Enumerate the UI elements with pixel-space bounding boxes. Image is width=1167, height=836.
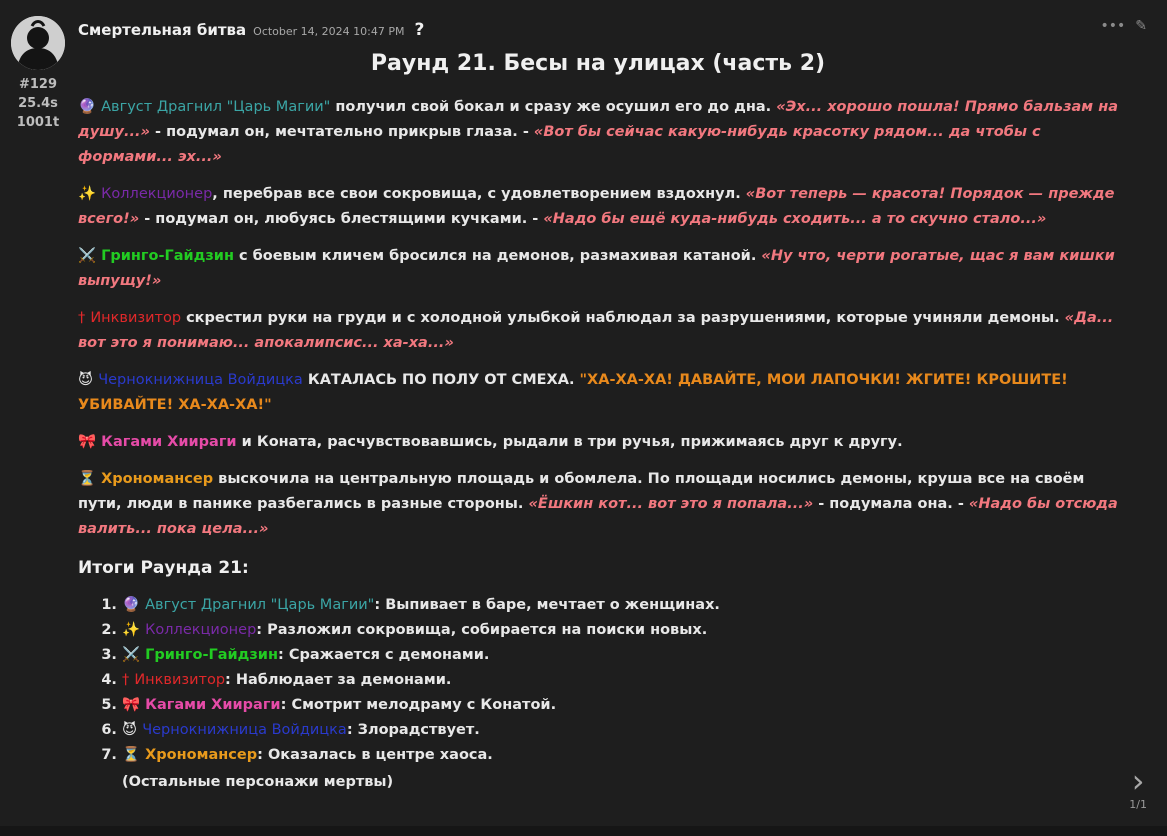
- hourglass-icon: ⏳: [78, 471, 97, 487]
- narration-text: - подумала она. -: [813, 496, 969, 512]
- summary-text: : Выпивает в баре, мечтает о женщинах.: [374, 597, 720, 613]
- post-token-stat: 1001t: [16, 115, 60, 130]
- summary-text: : Наблюдает за демонами.: [225, 672, 452, 688]
- shout-quote: "ХА-ХА-ХА! ДАВАЙТЕ, МОИ ЛАПОЧКИ! ЖГИТЕ! КРОШИТЕ! УБИВАЙТЕ! ХА-ХА-ХА!": [78, 372, 1068, 413]
- crossed-swords-icon: ⚔️: [122, 647, 141, 663]
- narration-text: и Коната, расчувствовавшись, рыдали в три ручья, прижимаясь друг к другу.: [236, 434, 903, 450]
- story-paragraph: [78, 430, 1118, 455]
- story-paragraph: [78, 467, 1118, 542]
- narration-text: КАТАЛАСЬ ПО ПОЛУ ОТ СМЕХА.: [302, 372, 580, 388]
- summary-note: (Остальные персонажи мертвы): [122, 774, 394, 790]
- post-title: Раунд 21. Бесы на улицах (часть 2): [370, 51, 826, 76]
- character-name: Кагами Хиираги: [145, 697, 281, 713]
- dagger-icon: †: [78, 310, 86, 326]
- dagger-icon: †: [122, 672, 130, 688]
- post-actions: [1100, 18, 1147, 34]
- story-paragraph: [78, 182, 1118, 232]
- narration-text: , перебрав все свои сокровища, с удовлетворением вздохнул.: [212, 186, 746, 202]
- thought-quote: «Вот теперь — красота! Порядок — прежде всего!»: [78, 186, 1115, 227]
- character-name: Гринго-Гайдзин: [101, 248, 234, 264]
- pager: [1129, 764, 1147, 811]
- narration-text: выскочила на центральную площадь и обомлела. По площади носились демоны, круша все на своём пути, люди в панике разбегались в разные стороны.: [78, 471, 1085, 512]
- sparkles-icon: ✨: [78, 186, 97, 202]
- character-name: Чернокнижница Войдицка: [98, 372, 303, 388]
- list-item: [122, 668, 1118, 693]
- post-number: #129: [18, 77, 58, 92]
- narration-text: с боевым кличем бросился на демонов, размахивая катаной.: [233, 248, 762, 264]
- thought-quote: «Ну что, черти рогатые, щас я вам кишки выпущу!»: [78, 248, 1115, 289]
- character-name: Хрономансер: [145, 747, 258, 763]
- thought-quote: «Надо бы отсюда валить... пока цела...»: [78, 496, 1118, 537]
- character-name: Август Драгнил "Царь Магии": [101, 99, 331, 115]
- list-item: [122, 618, 1118, 643]
- devil-icon: 😈: [78, 372, 94, 388]
- list-item: [122, 718, 1118, 743]
- chevron-right-icon[interactable]: ›: [1131, 762, 1145, 800]
- post-time-stat: 25.4s: [18, 96, 58, 111]
- avatar[interactable]: [11, 16, 65, 70]
- thought-quote: «Да... вот это я понимаю... апокалипсис... ха-ха...»: [78, 310, 1114, 351]
- more-options-icon[interactable]: •••: [1100, 18, 1126, 34]
- summary-text: : Сражается с демонами.: [277, 647, 490, 663]
- summary-heading: Итоги Раунда 21:: [78, 558, 249, 578]
- narration-text: - подумал он, любуясь блестящими кучками. -: [139, 211, 544, 227]
- thought-quote: «Надо бы ещё куда-нибудь сходить... а то скучно стало...»: [543, 211, 1047, 227]
- post-header: [78, 20, 424, 42]
- summary-text: : Злорадствует.: [346, 722, 480, 738]
- summary-text: : Разложил сокровища, собирается на поиски новых.: [256, 622, 708, 638]
- thought-quote: «Ёшкин кот... вот это я попала...»: [528, 496, 814, 512]
- help-icon[interactable]: ?: [414, 20, 425, 40]
- thought-quote: «Эх... хорошо пошла! Прямо бальзам на душу...»: [78, 99, 1119, 140]
- list-item: [122, 693, 1118, 718]
- narration-text: - подумал он, мечтательно прикрыв глаза. -: [149, 124, 534, 140]
- character-name: Кагами Хиираги: [101, 434, 237, 450]
- crystal-ball-icon: 🔮: [122, 597, 141, 613]
- post-content: [78, 48, 1118, 796]
- ribbon-icon: 🎀: [78, 434, 97, 450]
- ribbon-icon: 🎀: [122, 697, 141, 713]
- post-timestamp: October 14, 2024 10:47 PM: [253, 25, 405, 38]
- character-name: Инквизитор: [134, 672, 226, 688]
- thought-quote: «Вот бы сейчас какую-нибудь красотку рядом... да чтобы с формами... эх...»: [78, 124, 1041, 165]
- narration-text: получил свой бокал и сразу же осушил его до дна.: [330, 99, 777, 115]
- hourglass-icon: ⏳: [122, 747, 141, 763]
- narration-text: скрестил руки на груди и с холодной улыбкой наблюдал за разрушениями, которые учиняли демоны.: [181, 310, 1065, 326]
- summary-list: [78, 593, 1118, 768]
- character-name: Инквизитор: [90, 310, 182, 326]
- character-name: Август Драгнил "Царь Магии": [145, 597, 375, 613]
- edit-icon[interactable]: ✎: [1135, 18, 1147, 34]
- character-name: Коллекционер: [145, 622, 257, 638]
- character-name: Гринго-Гайдзин: [145, 647, 278, 663]
- summary-text: : Оказалась в центре хаоса.: [257, 747, 493, 763]
- crossed-swords-icon: ⚔️: [78, 248, 97, 264]
- story-paragraph: [78, 244, 1118, 294]
- page-indicator: 1/1: [1129, 798, 1147, 811]
- silhouette-icon: [11, 16, 65, 70]
- summary-text: : Смотрит мелодраму с Конатой.: [280, 697, 557, 713]
- character-name: Коллекционер: [101, 186, 213, 202]
- sparkles-icon: ✨: [122, 622, 141, 638]
- character-name: Чернокнижница Войдицка: [142, 722, 347, 738]
- list-item: [122, 643, 1118, 668]
- bottom-edge: [0, 826, 1167, 836]
- character-name: Хрономансер: [101, 471, 214, 487]
- post-stats: [8, 75, 68, 132]
- list-item: [122, 593, 1118, 618]
- story-paragraph: [78, 306, 1118, 356]
- author-name[interactable]: Смертельная битва: [78, 21, 247, 39]
- crystal-ball-icon: 🔮: [78, 99, 97, 115]
- list-item: [122, 743, 1118, 768]
- devil-icon: 😈: [122, 722, 138, 738]
- story-paragraph: [78, 95, 1118, 170]
- story-paragraph: [78, 368, 1118, 418]
